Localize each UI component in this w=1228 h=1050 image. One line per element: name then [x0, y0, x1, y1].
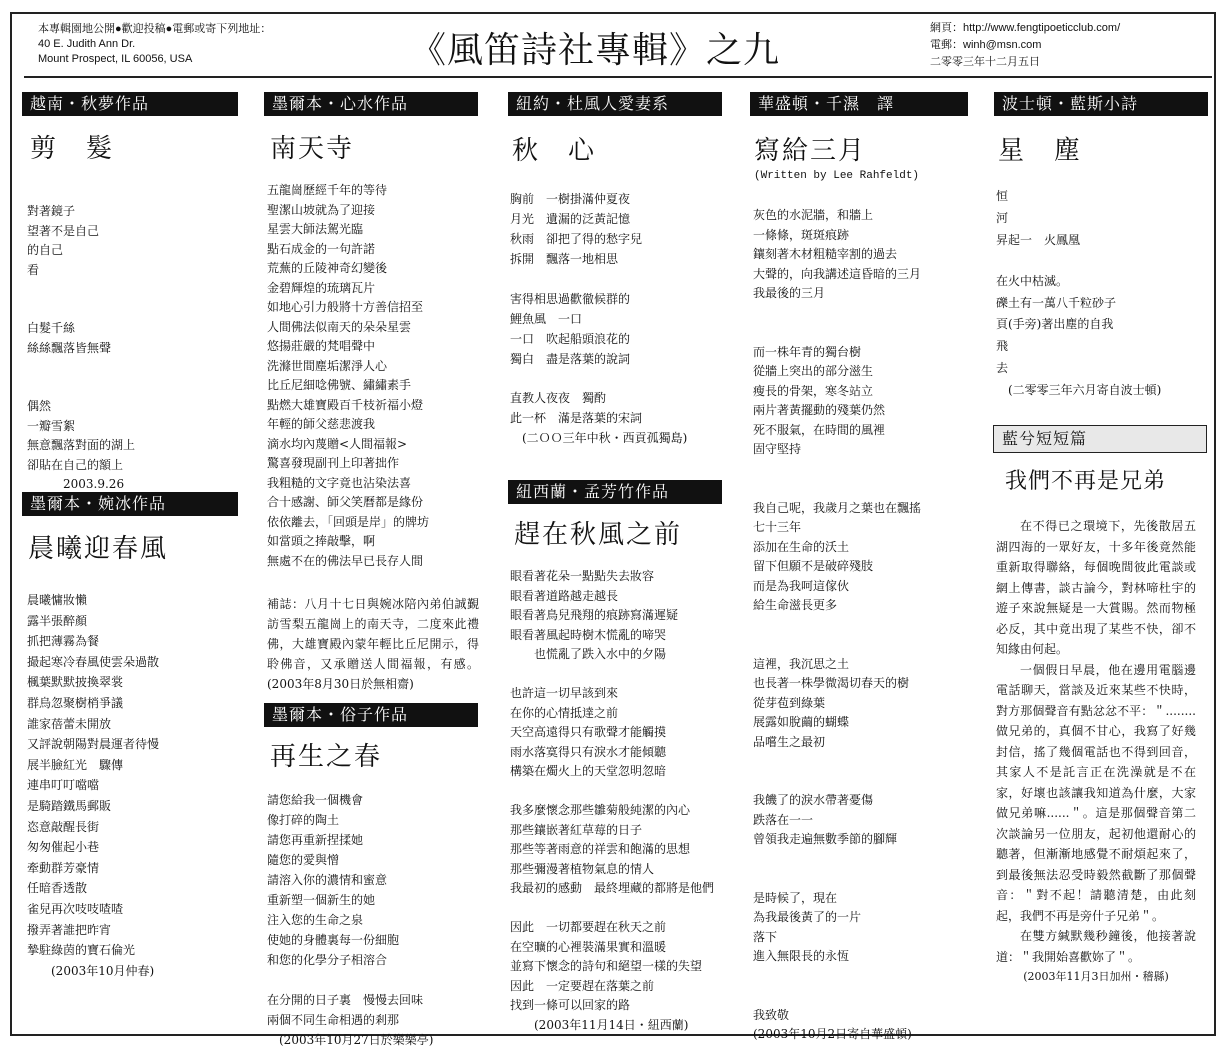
poem-line: 牽動群芳豪情: [27, 860, 100, 875]
poem-line: 絲絲飄落皆無聲: [27, 340, 112, 355]
poem-line: 天空高遠得只有歌聲才能觸摸: [510, 725, 667, 739]
poem-line: 撮起寒冷春風使雲朵過散: [27, 654, 160, 669]
poem-line: 偶然: [27, 399, 52, 413]
poem-line: 死不服氣，在時間的風裡: [753, 422, 886, 437]
poem-line: 驚喜發現副刊上印著拙作: [267, 456, 400, 470]
poem-line: 人間佛法似南天的朵朵星雲: [267, 319, 412, 334]
poem-line: 使她的身體裏每一份細胞: [267, 933, 400, 947]
poem-line: 跌落在一一: [753, 812, 814, 827]
poem-line: [27, 300, 135, 320]
poem-line: 昇起一 火鳳凰: [996, 232, 1081, 247]
poem-line: 2003.9.26: [27, 477, 125, 491]
poem-line: 河: [996, 210, 1009, 225]
poem-line: 也許這一切早該到來: [510, 686, 619, 700]
poem-line: 在空曠的心裡裝滿果實和溫暖: [510, 939, 667, 954]
poem-line: 也長著一株學微渴切春天的樹: [753, 676, 910, 690]
poem-line: [753, 323, 921, 343]
poem-line: 請您再重新捏揉她: [267, 833, 364, 847]
poem-line: 去: [996, 361, 1009, 376]
poem-line: [510, 782, 714, 802]
poem-line: 兩個不同生命相遇的剎那: [267, 1012, 400, 1027]
poem-line: 晨曦慵妝懶: [27, 593, 88, 607]
poem-line: 隨您的愛與憎: [267, 853, 340, 867]
poem-line: (2003年10月2日寄自華盛頓): [753, 1027, 912, 1041]
poem-line: 獨白 盡是落葉的說詞: [510, 351, 631, 366]
poem-line: 眼看著道路越走越長: [510, 588, 619, 603]
poem-line: 鑲刻著木材粗糙宰割的過去: [753, 247, 898, 261]
poem-line: 我致敬: [753, 1007, 790, 1022]
poem-line: 鯉魚風 一口: [510, 311, 583, 326]
poem-line: (2003年11月14日・紐西蘭): [510, 1017, 689, 1032]
poem-line: [753, 479, 921, 499]
poem-line: 連串叮叮噹噹: [27, 778, 100, 793]
poem-title: 晨曦迎春風: [28, 534, 169, 564]
story-paragraph: 一個假日早晨，他在邊用電腦邊電話聊天，當談及近來某些不快時，對方那個聲音有點忿忿不平：＂........做兄弟的，真個不甘心，我寫了好幾封信，搖了幾個電話也不得到回音，其家人不是託言正在洗澡就是不在家，好壞也該讓我知道為什麼，大家做兄弟嘛......＂。這是那個聲音第二次談論另一位朋友，起初他還耐心的聽著，但漸漸地感覺不耐煩起來了，到最後無法忍受時毅然截斷了那個聲音：＂對不起！請聽清楚，由此刻起，我們不再是旁什子兄弟＂。: [996, 662, 1196, 923]
poem-line: 誰家蓓蕾未開放: [27, 716, 112, 731]
story-paragraph: 在不得已之環境下，先後散居五湖四海的一眾好友，十多年後竟然能重新取得聯絡，每個晚間彼此電談或網上傳書，談古論今，對林啼杜宇的遊子來說無疑是一大賞賜。然而物極必反，其中竟出現了某些不快，卻不知緣由何起。: [996, 519, 1196, 656]
poem-line: 從牆上突出的部分滋生: [753, 364, 874, 378]
poem-line: 頁(手旁)著出塵的自我: [996, 317, 1114, 332]
poem-line: 恣意敲醒長街: [27, 819, 100, 834]
poem-line: 如地心引力般將十方善信招至: [267, 300, 424, 314]
poem-line: 這裡，我沉思之土: [753, 656, 850, 671]
poem-line: 抓把薄霧為餐: [27, 634, 100, 649]
poem-line: 給生命滋長更多: [753, 598, 838, 612]
story-paragraph: 在雙方緘默幾秒鐘後，他接著說道：＂我開始喜歡妳了＂。: [996, 929, 1196, 964]
poem-line: (二零零三年六月寄自波士頓): [996, 382, 1162, 397]
poem-line: 胸前 一樹掛滿仲夏夜: [510, 192, 631, 206]
poem-line: 一口 吹起船頭浪花的: [510, 331, 631, 346]
poem-line: 在分開的日子裏 慢慢去回味: [267, 992, 424, 1007]
poem-line: 拆開 飄落一地相思: [510, 252, 619, 266]
poem-line: 構築在燭火上的天堂忽明忽暗: [510, 764, 667, 778]
submission-info: [38, 22, 271, 67]
poem-line: 又評說朝陽對晨運者待慢: [27, 737, 160, 752]
poem-line: 秋雨 卻把了得的愁字兒: [510, 232, 643, 246]
poem-line: 眼看著鳥兒飛翔的痕跡寫滿遲疑: [510, 608, 679, 622]
poem-line: 眼看著花朵一點點失去妝容: [510, 569, 655, 583]
poem-line: 無意飄落對面的湖上: [27, 438, 136, 452]
poem-line: 在火中枯滅。: [996, 273, 1069, 288]
poem-body: [267, 790, 433, 1050]
poem-line: (二ＯＯ三年中秋・西貢孤獨島): [510, 431, 688, 445]
poem-body: [510, 567, 714, 1035]
poem-line: 因此 一定要趕在落葉之前: [510, 978, 655, 993]
poem-line: 而是為我呵這傢伙: [753, 578, 850, 593]
poem-line: 瘦長的骨架，寒冬站立: [753, 383, 874, 398]
poem-line: 大聲的，向我講述這昏暗的三月: [753, 266, 922, 281]
poem-title: 南天寺: [270, 134, 355, 164]
section-bar-author: 墨爾本・心水作品: [264, 92, 478, 116]
poem-line: [510, 369, 687, 389]
page-title: 《風笛詩社專輯》之九: [410, 30, 781, 71]
section-bar-author: 紐西蘭・孟芳竹作品: [508, 480, 722, 504]
poem-line: 我最初的感動 最終埋藏的都將是他們: [510, 881, 715, 895]
poem-line: 恒: [996, 189, 1009, 203]
section-bar-column: 藍兮短短篇: [993, 425, 1207, 453]
poem-line: 我自己呢，我歲月之葉也在飄搖: [753, 500, 922, 515]
poem-line: 像打碎的陶土: [267, 813, 340, 827]
poem-body: [267, 181, 429, 571]
poem-line: 我多麼懷念那些雛菊般純潔的內心: [510, 803, 691, 817]
poem-line: 是騎踏鐵馬郵販: [27, 798, 112, 813]
poem-line: 品嚐生之最初: [753, 734, 826, 749]
poem-body: [27, 590, 159, 981]
poem-line: 五龍崗歷經千年的等待: [267, 183, 388, 197]
poem-line: 留下但願不是破碎殘肢: [753, 559, 874, 573]
poem-line: [510, 899, 714, 919]
poem-line: 而一株年青的獨台樹: [753, 344, 862, 359]
poem-line: [27, 280, 135, 300]
address-line-2: Mount Prospect, IL 60056, USA: [38, 53, 193, 65]
poem-line: 為我最後黃了的一片: [753, 910, 862, 924]
email-link[interactable]: 電郵：winh@msn.com: [930, 39, 1042, 51]
poem-line: [27, 378, 135, 398]
poem-line: 兩片著黃擺動的殘葉仍然: [753, 403, 886, 417]
address-line-1: 40 E. Judith Ann Dr.: [38, 38, 136, 50]
poem-line: 雨水落寞得只有淚水才能傾聽: [510, 744, 667, 759]
section-bar-author: 越南・秋夢作品: [22, 92, 238, 116]
poem-line: 在你的心情抵達之前: [510, 705, 619, 720]
poem-line: [753, 869, 921, 889]
poem-line: 對著鏡子: [27, 204, 76, 218]
poem-line: 月光 遺漏的泛黃記憶: [510, 212, 631, 226]
poem-line: [510, 269, 687, 289]
poem-line: 害得相思過歡徹候群的: [510, 291, 631, 306]
poem-line: 望著不是自己: [27, 223, 100, 238]
poem-line: 匆匆催起小巷: [27, 840, 100, 855]
poem-line: [753, 304, 921, 324]
poem-title: 剪 髮: [30, 134, 115, 164]
poem-line: 一條條，斑斑痕跡: [753, 227, 850, 242]
section-bar-author: 墨爾本・婉冰作品: [22, 492, 238, 516]
poem-line: 合十感謝、師父笑曆都是緣份: [267, 495, 424, 509]
poem-line: 那些等著雨意的祥雲和飽滿的思想: [510, 842, 691, 856]
poem-body: [996, 186, 1161, 402]
poem-line: 撥弄著誰把昨宵: [27, 922, 112, 937]
poem-body: [753, 206, 921, 1045]
poem-line: 無處不在的佛法早已長存人間: [267, 553, 424, 568]
poem-line: 年輕的師父慈悲渡我: [267, 417, 376, 431]
poem-line: 金碧輝煌的琉璃瓦片: [267, 280, 376, 295]
poem-line: [753, 460, 921, 480]
section-bar-author: 紐約・杜風人愛妻系: [508, 92, 722, 116]
poem-line: 如當頭之捧敲擊，啊: [267, 534, 376, 548]
poem-line: [753, 635, 921, 655]
poem-line: 比丘尼細唸佛號、繡繡素手: [267, 378, 412, 392]
poem-line: 我饑了的淚水帶著憂傷: [753, 793, 874, 807]
poem-subtitle: (Written by Lee Rahfeldt): [754, 170, 920, 182]
poem-line: 並寫下懷念的詩句和絕望一樣的失望: [510, 959, 703, 973]
poem-line: 雀兒再次吱吱喳喳: [27, 901, 124, 916]
poem-line: 聖潔山坡就為了迎接: [267, 202, 376, 217]
poem-line: 飛: [996, 339, 1009, 354]
contact-info: [930, 20, 1120, 71]
poem-title: 再生之春: [270, 742, 383, 772]
poem-line: 露半張醉顏: [27, 613, 88, 628]
poem-line: 礫土有一萬八千粒砂子: [996, 295, 1117, 310]
poem-line: 星雲大師法駕光臨: [267, 222, 364, 236]
poem-line: 卻貼在自己的額上: [27, 457, 124, 472]
poem-line: 群烏忽聚樹梢爭議: [27, 695, 124, 710]
poem-line: [753, 967, 921, 987]
postscript-note: 補誌：八月十七日與婉冰陪內弟伯誠覲訪雪梨五龍崗上的南天寺，二度來此禮佛，大雄寶殿內蒙年輕比丘尼開示，得聆佛音，又承贈送人間福報，有感。(2003年8月30日於無相齋): [267, 597, 479, 691]
poem-line: 和您的化學分子相溶合: [267, 953, 388, 967]
section-bar-author: 墨爾本・俗子作品: [264, 703, 478, 727]
poem-title: 寫給三月: [754, 136, 867, 166]
poem-line: (2003年10月27日於樂樂亭): [267, 1032, 434, 1047]
poem-body: [27, 202, 135, 495]
poem-line: 洗滌世間塵垢潔淨人心: [267, 358, 388, 373]
poem-line: 請溶入你的濃情和蜜意: [267, 873, 388, 887]
poem-line: 固守堅持: [753, 442, 802, 456]
poem-line: 眼看著風起時樹木慌亂的啼哭: [510, 627, 667, 642]
poem-line: 我粗糙的文字竟也沾染法喜: [267, 475, 412, 490]
poem-line: 重新塑一個新生的她: [267, 893, 376, 907]
poem-line: 白髮千絲: [27, 321, 76, 335]
poem-line: [27, 358, 135, 378]
issue-date: 二零零三年十二月五日: [930, 56, 1040, 68]
poem-line: 注入您的生命之泉: [267, 913, 364, 927]
poem-line: [996, 251, 1161, 271]
story-body: [996, 516, 1196, 988]
section-bar-author: 波士頓・藍斯小詩: [994, 92, 1208, 116]
poem-line: 一瓣雪絮: [27, 418, 76, 433]
poem-line: 此一杯 滿是落葉的宋詞: [510, 411, 643, 425]
poem-line: 請您給我一個機會: [267, 793, 364, 807]
poem-line: 是時候了，現在: [753, 890, 838, 905]
poem-line: 任暗香透散: [27, 881, 88, 896]
poem-line: 展露如脫繭的蝴蝶: [753, 715, 850, 729]
poem-line: 落下: [753, 929, 778, 944]
poem-line: [753, 752, 921, 772]
section-bar-translator: 華盛頓・千濕 譯: [750, 92, 968, 116]
poem-line: 進入無限長的永恆: [753, 949, 850, 963]
poem-line: 滴水均內蔑贈<人間福報>: [267, 436, 408, 451]
poem-title: 星 塵: [998, 136, 1083, 166]
story-title: 我們不再是兄弟: [1005, 469, 1167, 494]
poem-line: 的自己: [27, 243, 64, 257]
poem-line: 那些彌漫著植物氣息的情人: [510, 861, 655, 876]
poem-line: 我最後的三月: [753, 286, 826, 300]
poem-line: 七十三年: [753, 520, 802, 534]
poem-line: 楓葉默默披換翠裳: [27, 675, 124, 690]
poem-line: [753, 986, 921, 1006]
poem-line: 因此 一切都要趕在秋天之前: [510, 920, 667, 934]
poem-line: 看: [27, 262, 40, 277]
poem-title: 秋 心: [512, 136, 597, 166]
poem-line: 悠揚莊嚴的梵唱聲中: [267, 339, 376, 353]
poem-line: 從芽苞到綠葉: [753, 695, 826, 710]
poem-line: [753, 616, 921, 636]
poem-title: 趕在秋風之前: [514, 520, 683, 550]
poem-line: 展半臉紅光 驟傳: [27, 757, 124, 772]
poem-line: [753, 772, 921, 792]
poem-body: [510, 189, 687, 448]
poem-line: 依依離去，「回頭是岸」的牌坊: [267, 514, 430, 529]
poem-line: 荒蕪的丘陵神奇幻變後: [267, 261, 388, 275]
poem-line: 曾領我走遍無數季節的腳輝: [753, 832, 898, 846]
poem-line: [267, 970, 433, 990]
poem-line: 也慌亂了跌入水中的夕陽: [510, 647, 667, 661]
poem-line: 直教人夜夜 獨酌: [510, 391, 607, 405]
website-link[interactable]: 網頁：http://www.fengtipoeticclub.com/: [930, 22, 1121, 34]
poem-line: [753, 850, 921, 870]
poem-line: 摯駐綠茵的寶石倫光: [27, 943, 136, 958]
poem-line: (2003年10月仲春): [27, 963, 155, 978]
poem-line: [510, 665, 714, 685]
poem-line: 點石成金的一句許諾: [267, 241, 376, 256]
poem-line: 點燃大雄寶殿百千枝祈福小燈: [267, 397, 424, 412]
poem-line: 灰色的水泥牆，和牆上: [753, 208, 874, 222]
poem-line: 找到一條可以回家的路: [510, 998, 631, 1012]
story-signature: (2003年11月3日加州・稽縣): [1023, 970, 1169, 983]
poem-line: 添加在生命的沃土: [753, 539, 850, 554]
submission-notice: 本專輯園地公開●歡迎投稿●電郵或寄下列地址：: [38, 23, 272, 35]
poem-line: 那些鑲嵌著紅草莓的日子: [510, 822, 643, 837]
